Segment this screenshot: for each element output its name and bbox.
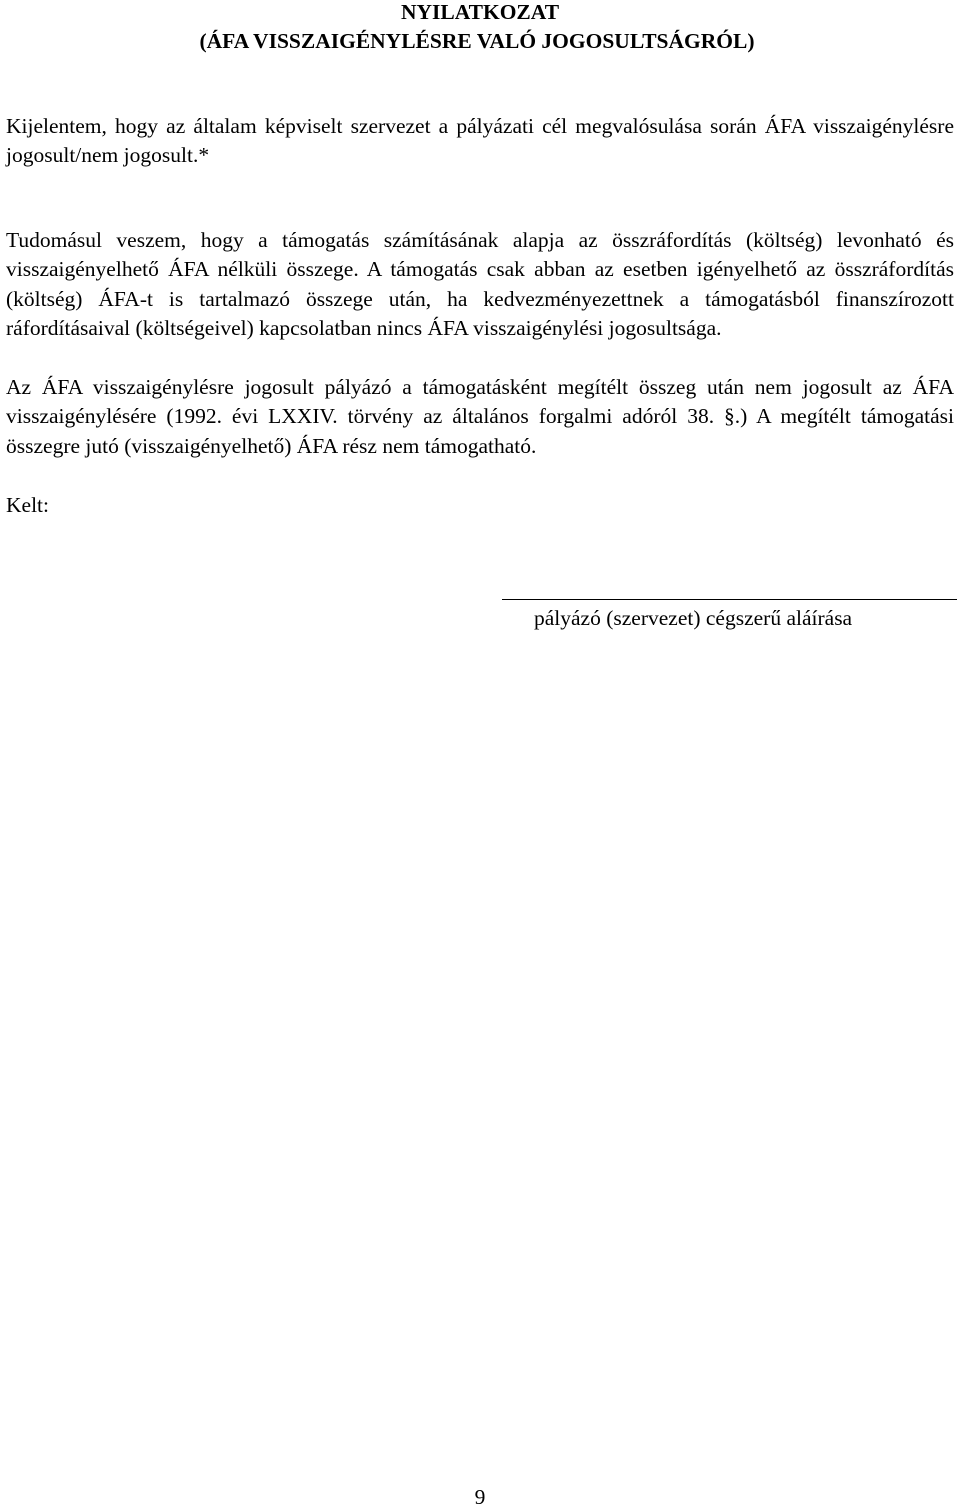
- title-main: NYILATKOZAT: [400, 0, 560, 24]
- signature-line: [502, 599, 957, 600]
- document-title: [0, 0, 960, 56]
- page-number: 9: [474, 1485, 486, 1509]
- declaration-paragraph: Kijelentem, hogy az általam képviselt szervezet a pályázati cél megvalósulása során ÁFA visszaigénylésre jogosult/nem jogosult.*: [6, 114, 954, 168]
- signature-label: pályázó (szervezet) cégszerű aláírása: [534, 606, 853, 630]
- date-label: Kelt:: [6, 493, 49, 517]
- title-subtitle: (ÁFA VISSZAIGÉNYLÉSRE VALÓ JOGOSULTSÁGRÓL): [199, 29, 755, 53]
- entitled-paragraph: Az ÁFA visszaigénylésre jogosult pályázó a támogatásként megítélt összeg után nem jogosult az ÁFA visszaigénylésére (1992. évi LXXIV. törvény az általános forgalmi adóról 38. §.) A megítélt támogatási összegre jutó (visszaigényelhető) ÁFA rész nem támogatható.: [6, 375, 954, 458]
- acknowledgement-paragraph: Tudomásul veszem, hogy a támogatás számításának alapja az összráfordítás (költség) levonható és visszaigényelhető ÁFA nélküli összege. A támogatás csak abban az esetben igényelhető az összráfordítás (költség) ÁFA-t is tartalmazó összege után, ha kedvezményezettnek a támogatásból finanszírozott ráfordításaival (költségeivel) kapcsolatban nincs ÁFA visszaigénylési jogosultsága.: [6, 228, 954, 341]
